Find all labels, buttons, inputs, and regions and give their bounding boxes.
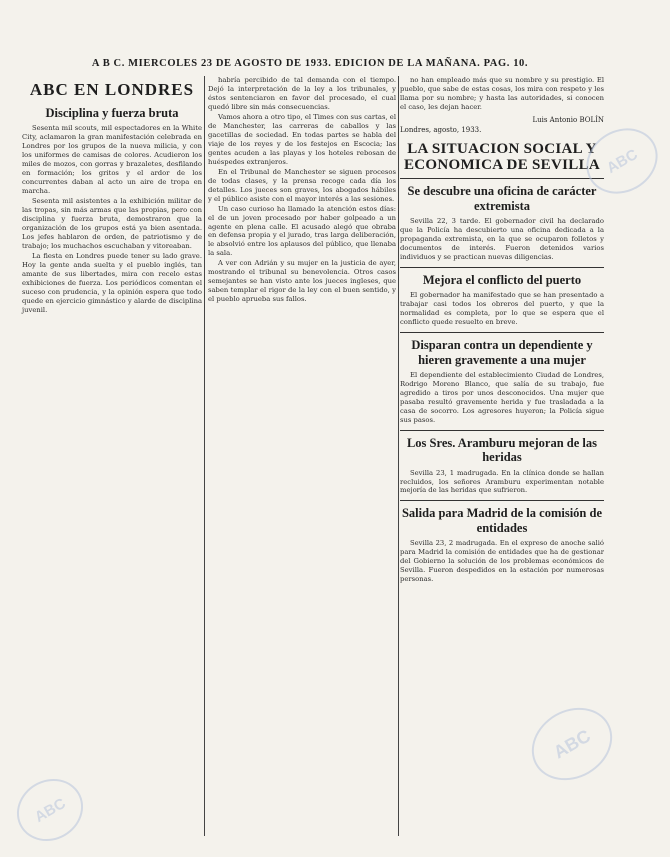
article-body [400,291,604,327]
paragraph: El gobernador ha manifestado que se han presentado a trabajar casi todos los obreros del puerto, y que la normalidad es completa, por lo que se espera que el conflicto quede resuelto en breve. [400,291,604,327]
watermark-stamp: ABC [574,116,669,207]
paragraph: Sevilla 23, 2 madrugada. En el expreso de anoche salió para Madrid la comisión de entidades que ha de gestionar del Gobierno la solución de los problemas económicos de Sevilla. Fueron despedidos en la estación por numerosas personas. [400,539,604,584]
paragraph: En el Tribunal de Manchester se siguen procesos de todas clases, y la prensa recoge cada día los detalles. Los jueces son graves, los abogados hábiles y el público asiste con el mayor interés a las sesiones. [208,167,396,203]
paragraph: La fiesta en Londres puede tener su lado grave. Hoy la gente anda suelta y el pueblo inglés, tan amante de sus libertades, mira con recelo estas exhibiciones de fuerza. Los periódicos comentan el suceso con prudencia, y la opinión espera que todo quede en ejercicio gimnástico y alarde de disciplina juvenil. [22,251,202,314]
headline: Disparan contra un dependiente y hieren gravemente a una mujer [411,338,593,367]
paragraph: Un caso curioso ha llamado la atención estos días: el de un joven procesado por haber golpeado a un agente en plena calle. El acusado alegó que obraba en defensa propia y el jurado, tras larga deliberación, le absolvió entre los aplausos del público, que llenaba la sala. [208,204,396,258]
watermark-stamp: ABC [6,767,95,853]
paragraph: Sevilla 23, 1 madrugada. En la clínica donde se hallan recluidos, los señores Aramburu experimentan notable mejoría de las heridas que sufrieron. [400,468,604,495]
watermark-stamp: ABC [519,694,626,795]
article-body [400,371,604,425]
divider [400,332,604,333]
headline: Salida para Madrid de la comisión de entidades [401,506,603,535]
article-body [400,469,604,496]
divider [400,178,604,179]
paragraph: no han empleado más que su nombre y su prestigio. El pueblo, que sabe de estas cosas, los mira con respeto y les llama por su nombre; y hasta las autoridades, si conocen el caso, les dejan hacer. [400,76,604,111]
paragraph: habría percibido de tal demanda con el tiempo. Dejó la interpretación de la ley a los tribunales, y éstos sentenciaron en favor del procesado, el cual quedó libre sin más consecuencias. [208,76,396,111]
dateline: Londres, agosto, 1933. [400,125,482,134]
column-1 [22,76,202,316]
column-3 [400,76,604,585]
paragraph: Sevilla 22, 3 tarde. El gobernador civil ha declarado que la Policía ha descubierto una oficina dedicada a la propaganda extremista, en la que se ocuparon folletos y documentos de interés. Fueron detenidos varios individuos y se practican nuevas diligencias. [400,217,604,261]
article-body [400,76,604,112]
article-body [400,539,604,584]
masthead: A B C. MIERCOLES 23 DE AGOSTO DE 1933. EDICION DE LA MAÑANA. PAG. 10. [91,58,529,69]
paragraph: El dependiente del establecimiento Ciudad de Londres, Rodrigo Moreno Blanco, que salía de su trabajo, fue agredido a tiros por unos desconocidos. Una mujer que pasaba resultó gravemente herida y fue trasladada a la casa de socorro. Los agresores huyeron; la Policía sigue sus pasos. [400,370,604,424]
paragraph: Sesenta mil scouts, mil espectadores en la White City, aclamaron la gran manifestación celebrada en Londres por los grupos de la nueva milicia, y con los uniformes de camisas de colores. Acudieron los miles de mozos, con gorras y brazaletes, desfilando en formación; los gritos y el ardor de los concurrentes daban al acto un aire de tropa en marcha. [22,124,202,196]
divider [400,430,604,431]
headline-disciplina: Disciplina y fuerza bruta [45,106,179,120]
signature: Luis Antonio BOLÍN [532,115,604,124]
headline: Los Sres. Aramburu mejoran de las heridas [406,435,598,465]
column-rule [398,76,399,836]
article-body [22,124,202,314]
headline: Se descubre una oficina de carácter extremista [407,184,597,213]
divider [400,500,604,501]
section-title-sevilla: LA SITUACION SOCIAL Y ECONOMICA DE SEVILLA [403,140,601,173]
divider [400,267,604,268]
section-title-londres: ABC EN LONDRES [29,80,195,99]
article-body [400,217,604,262]
headline: Mejora el conflicto del puerto [422,272,582,287]
paragraph: Sesenta mil asistentes a la exhibición militar de las tropas, sin más armas que las propias, pero con disciplina y fuerza bruta, demostraron que la organización de los grupos está ya bien asentada. Los jefes hablaron de orden, de patriotismo y de trabajo; los muchachos escuchaban y vitoreaban. [22,197,202,250]
paragraph: Vamos ahora a otro tipo, el Times con sus cartas, el de Manchester, las carreras de caballos y las gacetillas de sociedad. En todas partes se habla del viaje de los reyes y de los festejos en Escocia; las gentes acuden a las playas y los hoteles rebosan de huéspedes extranjeros. [208,112,396,166]
paragraph: A ver con Adrián y su mujer en la justicia de ayer, mostrando el tribunal su benevolencia. Otros casos semejantes se han visto ante los jueces ingleses, que saben templar el rigor de la ley con el buen sentido, y el pueblo aprueba sus fallos. [208,259,396,304]
article-body [208,76,396,304]
column-rule [204,76,205,836]
column-2 [208,76,396,305]
